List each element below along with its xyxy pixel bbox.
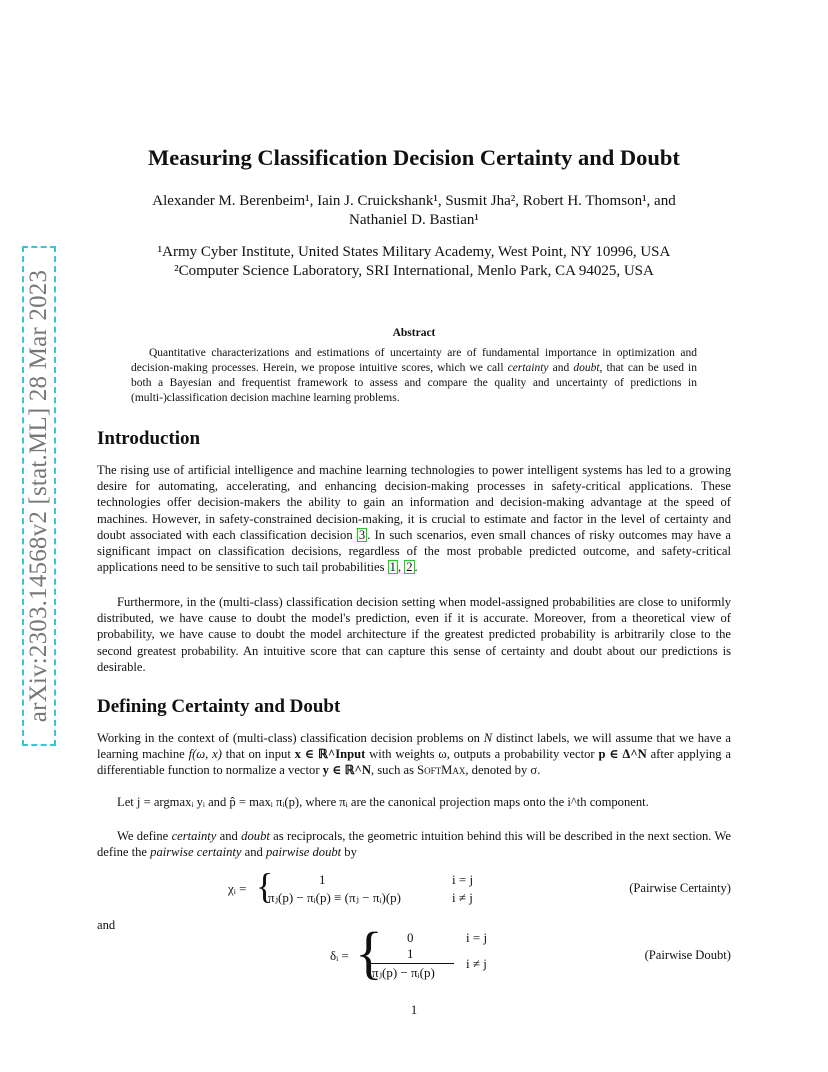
and-text: and [97, 918, 116, 932]
eq2-cond-1: i = j [466, 930, 488, 945]
abstract-term-doubt: doubt [573, 362, 600, 374]
abstract-text [131, 346, 697, 406]
page-number: 1 [410, 1003, 418, 1017]
abstract-heading: Abstract [392, 327, 436, 339]
eq1-case-2: πⱼ(p) − πᵢ(p) ≡ (πⱼ − πᵢ)(p) [268, 890, 402, 905]
math-symbol: p ∈ Δ^N [598, 747, 647, 762]
text-run: with weights ω, outputs a probability vector [365, 747, 599, 762]
arxiv-id: arXiv:2303.14568v2 [stat.ML] 28 Mar 2023 [25, 269, 52, 723]
text-run: Working in the context of (multi-class) classification decision problems on [97, 731, 484, 745]
eq2-fraction-bar [370, 963, 454, 964]
eq1-case-1: 1 [319, 872, 326, 887]
math-symbol: f(ω, x) [188, 747, 222, 762]
def-paragraph-1 [97, 730, 731, 779]
eq2-lhs: δᵢ = [330, 948, 349, 963]
text-run: . In such scenarios, even small chances of risky outcomes may have a significant impact on classification decisions, regardless of the most probable predicted outcome, and safety-critical applications need to be sensitive to such tail probabilities [97, 527, 731, 575]
text-run: . [414, 560, 418, 575]
def-paragraph-3 [97, 828, 731, 860]
text-run: We define [117, 829, 172, 843]
authors [90, 192, 738, 230]
eq2-denominator: πⱼ(p) − πᵢ(p) [372, 965, 435, 980]
text-run: that on input [221, 747, 295, 762]
eq1-label: (Pairwise Certainty) [629, 881, 731, 895]
eq2-case-1: 0 [407, 930, 414, 945]
eq2-cond-2: i ≠ j [466, 956, 487, 971]
text-run: after applying a differentiable function to normalize a vector [97, 747, 731, 778]
math-symbol: N [483, 731, 493, 745]
abstract-part: and [548, 362, 574, 374]
citation-link[interactable]: 2 [406, 560, 413, 575]
affiliations [90, 243, 738, 281]
math-symbol: y ∈ ℝ^N [322, 763, 371, 778]
term-certainty: certainty [171, 829, 217, 843]
text-run: and [216, 829, 242, 843]
eq1-cond-1: i = j [452, 872, 474, 887]
text-run: , [397, 560, 405, 575]
math-symbol: x ∈ ℝ^Input [294, 747, 366, 762]
abstract-term-certainty: certainty [507, 362, 549, 374]
affiliation-1: ¹Army Cyber Institute, United States Military Academy, West Point, NY 10996, USA [157, 244, 671, 260]
section-heading-defining: Defining Certainty and Doubt [97, 696, 341, 717]
eq1-cond-2: i ≠ j [452, 890, 473, 905]
abstract-part: Quantitative characterizations and estimations of uncertainty are of fundamental importance in optimization and decision-making processes. Herein, we propose intuitive scores, which we call [131, 347, 697, 374]
eq2-numerator: 1 [407, 946, 414, 961]
eq2-brace: { [355, 920, 383, 985]
text-run: distinct labels, we will assume that we have a learning machine [97, 731, 731, 762]
intro-paragraph-2: Furthermore, in the (multi-class) classification decision setting when model-assigned probabilities are close to uniformly distributed, we have cause to doubt the model's prediction, even if it is accurate. Moreover, from a theoretical view of probability, we have cause to doubt the model architecture if the greatest predicted probability is arbitrarily close to the second greatest probability. An intuitive score that can capture this sense of certainty and doubt about our predictions is desirable. [97, 595, 731, 674]
arxiv-stamp [22, 246, 56, 746]
text-run: by [341, 845, 357, 860]
term-pairwise-doubt: pairwise doubt [265, 845, 342, 860]
authors-line-2: Nathaniel D. Bastian¹ [349, 212, 479, 228]
text-run: , denoted by σ. [465, 763, 541, 778]
abstract-part: , that can be used in both a Bayesian and frequentist framework to assess and compare the quality and uncertainty of predictions in (multi-)classification decision machine learning problems. [131, 362, 697, 404]
term-doubt: doubt [241, 829, 270, 843]
def-paragraph-2: Let j = argmaxᵢ yᵢ and p̂ = maxᵢ πᵢ(p), where πᵢ are the canonical projection maps onto the i^th component. [117, 795, 649, 809]
section-heading-introduction: Introduction [97, 428, 201, 449]
authors-line-1: Alexander M. Berenbeim¹, Iain J. Cruickshank¹, Susmit Jha², Robert H. Thomson¹, and [152, 193, 676, 209]
text-run: , such as [370, 763, 418, 778]
citation-link[interactable]: 3 [358, 527, 366, 542]
paper-title: Measuring Classification Decision Certainty and Doubt [148, 145, 680, 170]
term-pairwise-certainty: pairwise certainty [150, 845, 242, 860]
citation-link[interactable]: 1 [389, 560, 396, 575]
text-run: The rising use of artificial intelligence and machine learning technologies to power intelligent systems has led to a growing desire for automating, accelerating, and enhancing decision-making processes in safety-critical applications. These technologies offer decision-makers the ability to gain an information and decision-making advantage at the speed of machines. However, in safety-constrained decision-making, it is crucial to estimate and factor in the level of certainty and doubt associated with each classification decision [97, 463, 731, 542]
affiliation-2: ²Computer Science Laboratory, SRI International, Menlo Park, CA 94025, USA [174, 263, 654, 279]
eq2-label: (Pairwise Doubt) [644, 948, 731, 962]
eq1-brace: { [256, 866, 274, 906]
intro-paragraph-1 [97, 462, 731, 575]
eq1-lhs: χᵢ = [228, 881, 247, 896]
text-run: as reciprocals, the geometric intuition behind this will be described in the next section. We define the [97, 829, 732, 860]
softmax-term: SoftMax [417, 763, 466, 778]
text-run: and [241, 845, 266, 860]
